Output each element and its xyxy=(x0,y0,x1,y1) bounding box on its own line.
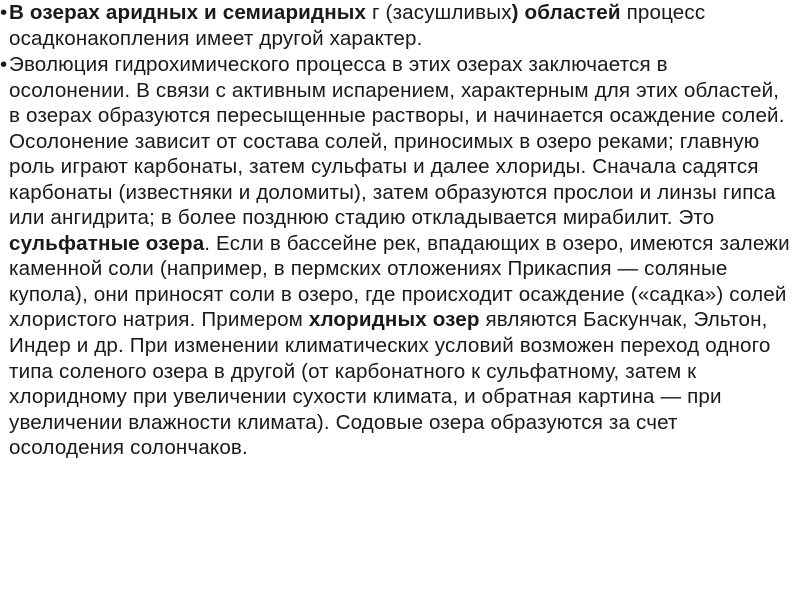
paragraph-hydrochemical-evolution xyxy=(0,52,794,461)
bold-phrase: В озерах аридных и семиаридных xyxy=(9,1,367,24)
text-run: являются Баскунчак, Эльтон, Индер и др. При изменении климатических условий возможен переход одного типа соленого озера в другой (от карбонатного к сульфатному, затем к хлоридному при увеличении сухости климата, и обратная картина — при увеличении влажности климата). Содовые озера образуются за счет осолодения солончаков. xyxy=(9,308,771,460)
paragraph-arid-lakes xyxy=(0,0,794,51)
text-run: . Если в бассейне рек, впадающих в озеро, имеются залежи каменной соли (например, в пермских отложениях Прикаспия — соляные купола), они приносят соли в озеро, где происходит осаждение («садка») солей хлористого натрия. Примером xyxy=(9,231,790,332)
paragraph-text xyxy=(9,1,705,50)
paragraph-text xyxy=(9,53,790,459)
bold-phrase-sulfate-lakes: сульфатные озера xyxy=(9,231,205,255)
text-run: г (засушливых xyxy=(366,1,512,24)
bold-phrase: ) областей xyxy=(511,1,621,24)
text-run: Эволюция гидрохимического процесса в этих озерах заключается в осолонении. В связи с активным испарением, характерным для этих областей, в озерах образуются пересыщенные растворы, и начинается осаждение солей. Осолонение зависит от состава солей, приносимых в озеро реками; главную роль играют карбонаты, затем сульфаты и далее хлориды. Сначала садятся карбонаты (известняки и доломиты), затем образуются прослои и линзы гипса или ангидрита; в более позднюю стадию откладывается мирабилит. Это xyxy=(9,53,785,230)
text-run: процесс осадконакопления имеет другой характер. xyxy=(9,1,706,50)
bullet-icon: • xyxy=(0,1,8,24)
bold-phrase-chloride-lakes: хлоридных озер xyxy=(308,308,480,332)
bullet-icon: • xyxy=(0,53,8,76)
